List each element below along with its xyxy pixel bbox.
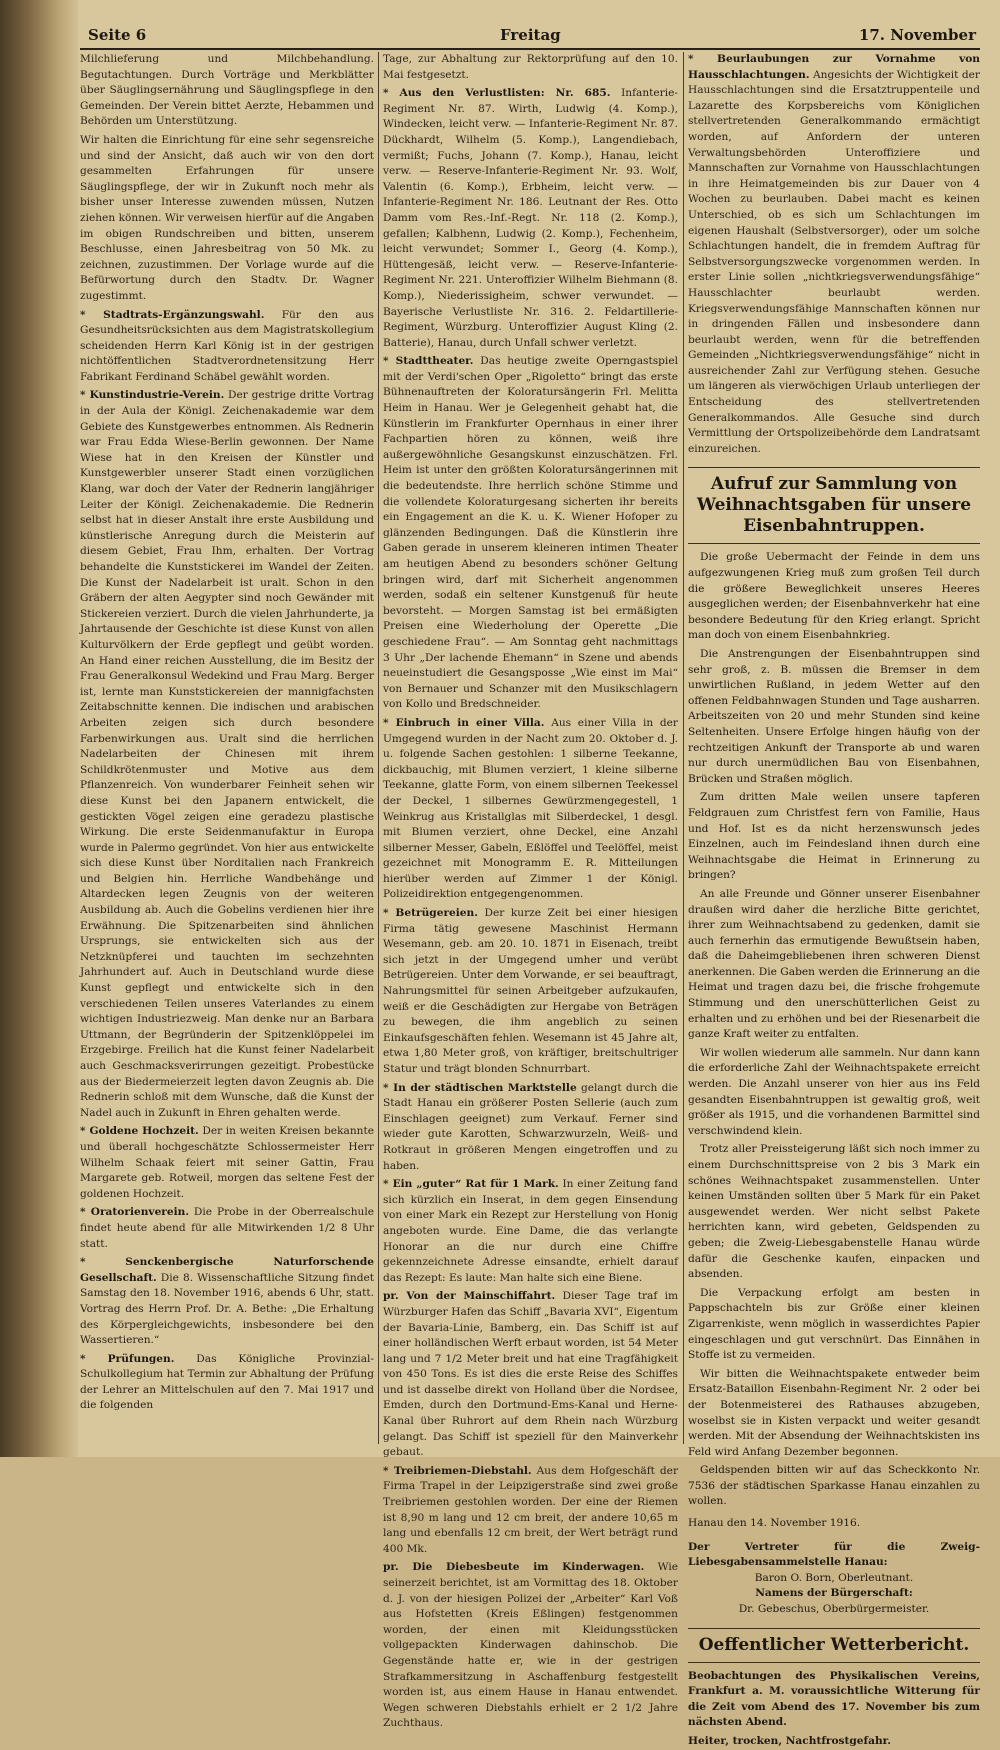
article xyxy=(80,1352,374,1414)
column-2 xyxy=(383,52,679,1730)
article-text: Für den aus Gesundheitsrücksichten aus dem Magistratskollegium scheidenden Herrn Karl König ist in der gestrigen nichtöffentlichen Stadtverordnetensitzung Herr Fabrikant Ferdinand Schäbel gewählt worden. xyxy=(80,308,374,383)
article-text: Aus dem Hofgeschäft der Firma Trapel in der Leipzigerstraße sind zwei große Treibriemen gestohlen worden. Der eine der Riemen ist 8,90 m lang und 12 cm breit, der andere 10,65 m lang und ebenfalls 12 cm breit, der Wert beträgt rund 400 Mk. xyxy=(383,1464,679,1555)
article xyxy=(383,52,678,83)
article-headline: * Prüfungen. xyxy=(80,1352,175,1365)
article xyxy=(383,1289,678,1461)
article xyxy=(383,1560,678,1732)
article xyxy=(383,906,678,1078)
article-headline: * Stadttheater. xyxy=(383,355,474,368)
article-headline: * Oratorienverein. xyxy=(80,1206,190,1219)
article-text: Das heutige zweite Operngastspiel mit der Verdi'schen Oper „Rigoletto“ bringt das erste Bühnenauftreten der Koloratursängerin Frl. Melitta Heim in Hanau. Wer je Gelegenheit gehabt hat, die Künstlerin im Frankfurter Opernhaus in einer ihrer Fachpartien hören zu können, weiß ihre außergewöhnliche Gesangskunst einzuschätzen. Frl. Heim ist unter den größten Koloratursängerinnen mit die bedeutendste. Ihre herrlich schöne Stimme und die vollendete Koloraturgesang sicherten ihr bereits ein Engagement an die K. u. K. Wiener Hofoper zu glänzenden Bedingungen. Daß die Künstlerin ihre Gaben gerade in unserem kleineren intimen Theater am heutigen Abend zu besonders schöner Geltung bringen wird, darf mit Sicherheit angenommen werden, sodaß ein seltener Kunstgenuß für heute bevorsteht. — Morgen Samstag ist bei ermäßigten Preisen eine Wiederholung der Operette „Die geschiedene Frau“. — Am Sonntag geht nachmittags 3 Uhr „Der lachende Ehemann“ in Szene und abends neueinstudiert die Gesangsposse „Wie einst im Mai“ von Bernauer und Schanzer mit den Musikschlagern von Kollo und Bredschneider. xyxy=(383,355,678,711)
article xyxy=(80,388,374,1121)
column-rule xyxy=(378,52,379,1444)
article-text: Der in weiten Kreisen bekannte und überall hochgeschätzte Schlossermeister Herr Wilhelm Schaak feiert mit seiner Gattin, Frau Margarete geb. Rotweil, morgen das seltene Fest der goldenen Hochzeit. xyxy=(80,1125,374,1200)
weather-forecast: Heiter, trocken, Nachtfrostgefahr. xyxy=(688,1735,891,1747)
article-text: Die Probe in der Oberrealschule findet heute abend für alle Mitwirkenden 1/2 8 Uhr statt. xyxy=(80,1206,374,1250)
column-1 xyxy=(80,52,374,1442)
appeal-paragraph: Die Verpackung erfolgt am besten in Pappschachteln bis zur Größe einer kleinen Zigarrenkiste, wenn möglich in wasserdichtes Papier eingeschlagen und gut verschnürt. Das Einnähen in Stoffe ist zu vermeiden. xyxy=(688,1286,980,1362)
article xyxy=(80,1124,374,1202)
article-headline: * In der städtischen Marktstelle xyxy=(383,1081,577,1094)
appeal-paragraph: Wir wollen wiederum alle sammeln. Nur dann kann die erforderliche Zahl der Weihnachtspakete erreicht werden. Die Anzahl unserer von hier aus ins Feld gesandten Eisenbahntruppen ist gewaltig groß, weit größer als 1915, und die vorhandenen Barmittel sind verschwindend klein. xyxy=(688,1046,980,1137)
date: 17. November xyxy=(858,26,976,44)
article-headline: * Stadtrats-Ergänzungswahl. xyxy=(80,308,265,321)
article-text: Dieser Tage traf im Würzburger Hafen das Schiff „Bavaria XVI“, Eigentum der Bavaria-Linie, Bamberg, ein. Das Schiff ist auf einer holländischen Werft erbaut worden, ist 54 Meter lang und 7 1/2 Meter breit und hat eine Tragfähigkeit von 450 Tons. Es ist dies die erste Reise des Schiffes und ist dasselbe direkt von Holland über die Nordsee, Emden, durch den Dortmund-Ems-Kanal und Herne-Kanal über Ruhrort auf dem Rhein nach Würzburg gelangt. Das Schiff ist speziell für den Mainverkehr gebaut. xyxy=(383,1290,678,1459)
article xyxy=(383,86,678,351)
article xyxy=(383,354,678,713)
article xyxy=(383,1081,678,1175)
book-binding xyxy=(0,0,78,1457)
article xyxy=(383,1177,678,1286)
article-headline: * Goldene Hochzeit. xyxy=(80,1125,199,1138)
article xyxy=(80,1205,374,1252)
article-headline: pr. Die Diebesbeute im Kinderwagen. xyxy=(383,1561,645,1574)
article-text: Tage, zur Abhaltung zur Rektorprüfung auf den 10. Mai festgesetzt. xyxy=(383,53,678,81)
article-headline: * Einbruch in einer Villa. xyxy=(383,716,545,729)
article-text: Aus einer Villa in der Umgegend wurden in der Nacht zum 20. Oktober d. J. u. folgende Sachen gestohlen: 1 silberne Teekanne, dickbauchig, mit Blumen verziert, 1 kleine silberne Teekanne, glatte Form, von einem silbernen Teekessel der Deckel, 1 silbernes Gewürzmengegestell, 1 Weinkrug aus Kristallglas mit Silberdeckel, 1 desgl. mit Blumen verziert, ohne Deckel, eine Anzahl silberner Messer, Gabeln, Eßlöffel und Teelöffel, meist gezeichnet mit Monogramm E. R. Mitteilungen hierüber werden auf Zimmer 1 der Königl. Polizeidirektion entgegengenommen. xyxy=(383,716,678,901)
article xyxy=(80,52,374,130)
article-text: Wie seinerzeit berichtet, ist am Vormittag des 18. Oktober d. J. von der hiesigen Polizei der „Arbeiter“ Karl Voß aus Hofstetten (Kreis Eßlingen) festgenommen worden, der einen mit Kleidungsstücken vollgepackten Kinderwagen dahinschob. Die Gegenstände hatte er, wie in der gestrigen Strafkammersitzung in Aschaffenburg festgestellt worden ist, aus einem Hause in Hanau entwendet. Wegen schweren Diebstahls erhielt er 2 1/2 Jahre Zuchthaus. xyxy=(383,1561,678,1730)
article-text: Infanterie-Regiment Nr. 87. Wirth, Ludwig (4. Komp.), Windecken, leicht verw. — Infanterie-Regiment Nr. 87. Dückhardt, Wilhelm (5. Komp.), Langendiebach, vermißt; Fuchs, Johann (7. Komp.), Hanau, leicht verw. — Reserve-Infanterie-Regiment Nr. 93. Wolf, Valentin (6. Komp.), Erbheim, leicht verw. — Infanterie-Regiment Nr. 186. Leutnant der Res. Otto Damm vom Res.-Inf.-Regt. Nr. 118 (2. Komp.), gefallen; Kalbhenn, Ludwig (2. Komp.), Fechenheim, leicht verwundet; Sommer I., Georg (4. Komp.), Hüttengesäß, leicht verw. — Reserve-Infanterie-Regiment Nr. 221. Unteroffizier Wilhelm Biehmann (8. Komp.), Niederissigheim, schwer verwundet. — Bayerische Verlustliste Nr. 316. 2. Feldartillerie-Regiment, Würzburg. Unteroffizier August Kling (2. Batterie), Hanau, durch Unfall schwer verletzt. xyxy=(383,87,678,349)
article xyxy=(80,308,374,386)
signer-1-role: Der Vertreter für die Zweig-Liebesgabensammelstelle Hanau: xyxy=(688,1540,980,1569)
article xyxy=(80,1255,374,1349)
article-text: gelangt durch die Stadt Hanau ein größerer Posten Sellerie (auch zum Einschlagen geeignet) zum Verkauf. Ferner sind wieder gute Karotten, Schwarzwurzeln, Weiß- und Rotkraut in größeren Mengen eingetroffen und zu haben. xyxy=(383,1081,679,1172)
article-headline: * Treibriemen-Diebstahl. xyxy=(383,1464,532,1477)
appeal-paragraph: Geldspenden bitten wir auf das Scheckkonto Nr. 7536 der städtischen Sparkasse Hanau einzahlen zu wollen. xyxy=(688,1464,980,1508)
appeal-paragraph: Wir bitten die Weihnachtspakete entweder beim Ersatz-Bataillon Eisenbahn-Regiment Nr. 2 oder bei der Botenmeisterei des Rathauses abzugeben, woselbst sie in Kisten verpackt und weiter gesandt werden. Mit der Absendung der Weihnachtskisten ins Feld wird Anfang Dezember begonnen. xyxy=(688,1367,980,1458)
article-headline: * Senckenbergische Naturforschende Gesellschaft. xyxy=(80,1256,374,1284)
article xyxy=(383,716,678,903)
article-text: In einer Zeitung fand sich kürzlich ein Inserat, in dem gegen Einsendung von einer Mark ein Rezept zur Herstellung von Honig angeboten wurde. Eine Dame, die das verlangte Honorar an die nur durch eine Chiffre gekennzeichnete Adresse einsandte, erhielt darauf das Rezept: Es laute: Man halte sich eine Biene. xyxy=(383,1178,679,1284)
appeal-paragraph: Die große Uebermacht der Feinde in dem uns aufgezwungenen Krieg muß zum großen Teil durch die größere Beweglichkeit unseres Heeres ausgeglichen werden; der Eisenbahnverkehr hat eine besondere Bedeutung für den Krieg erlangt. Spricht man doch von einem Eisenbahnkrieg. xyxy=(688,551,980,642)
appeal-paragraph: Trotz aller Preissteigerung läßt sich noch immer zu einem Durchschnittspreise von 2 bis 3 Mark ein schönes Weihnachtspaket zusammenstellen. Unter keinen Umständen sollten über 5 Mark für ein Paket ausgewendet werden. Wer nicht selbst Pakete herrichten kann, wird gebeten, Geldspenden zu geben; die Zweig-Liebesgabenstelle Hanau würde dafür die Geschenke kaufen, einpacken und absenden. xyxy=(688,1143,980,1281)
appeal-signatures xyxy=(688,1540,980,1618)
column-3 xyxy=(688,52,980,1747)
column-rule xyxy=(683,52,684,1444)
article-text: Der gestrige dritte Vortrag in der Aula der Königl. Zeichenakademie war dem Gebiete des Kunstgewerbes entnommen. Als Rednerin war Frau Edda Wiese-Berlin gewonnen. Der Name Wiese hat in den Kreisen der Künstler und Kunstgewerbler unserer Stadt einen vorzüglichen Klang, war doch der Vater der Rednerin langjähriger Leiter der Königl. Zeichenakademie. Die Rednerin selbst hat in dieser Anstalt ihre erste Ausbildung und künstlerische Anregung durch die Meisterin auf diesem Gebiet, Frau Ihm, erhalten. Der Vortrag behandelte die Kunststickerei im Wandel der Zeiten. Die Kunst der Nadelarbeit ist uralt. Schon in den Gräbern der alten Aegypter sind noch Gewänder mit Stickereien verziert. Durch die vielen Jahrhunderte, ja Jahrtausende der Geschichte ist diese Kunst von allen Kulturvölkern der Erde gepflegt und geübt worden. An Hand einer reichen Ausstellung, die im Besitz der Frau Generalkonsul Wedekind und Frau Marg. Berger ist, lernte man Kunststickereien der mannigfachsten Zeitabschnitte kennen. Die indischen und arabischen Arbeiten zeigen sich durch besondere Farbenwirkungen aus. Uralt sind die herrlichen Nadelarbeiten der Chinesen mit ihrem Schildkrötenmuster und Motive aus dem Pflanzenreich. Von wunderbarer Feinheit sehen wir diese Kunst bei den Japanern entwickelt, die gestickten Vögel zeigen eine geradezu plastische Wirkung. Die erste Seidenmanufaktur in Europa wurde in Palermo gegründet. Von hier aus entwickelte sich diese Kunst über Norditalien nach Frankreich und Belgien hin. Herrliche Wandbehänge und Altardecken legen Zeugnis von der weiteren Ausbildung ab. Auch die Gobelins verdienen hier ihre Erwähnung. Die Spitzenarbeiten sind ähnlichen Ursprungs, sie entwickelten sich aus der Netzknüpferei und tauchten im sechzehnten Jahrhundert auf. Auch in Deutschland wurde diese Kunst gepflegt und entwickelte sich in den verschiedenen Teilen unseres Vaterlandes zu einem wichtigen Industriezweig. Man denke nur an Barbara Uttmann, der Begründerin der Spitzenklöppelei im Erzgebirge. Freilich hat die Kunst feiner Nadelarbeit auch Geschmacksverirrungen gezeitigt. Probestücke aus der Biedermeierzeit legten davon Zeugnis ab. Die Rednerin schloß mit dem Wunsche, daß die Kunst der Nadel auch in Zukunft in Ehren gehalten werde. xyxy=(80,389,374,1119)
page-number: Seite 6 xyxy=(88,26,147,44)
article-headline: * Kunstindustrie-Verein. xyxy=(80,389,225,402)
appeal-paragraph: Zum dritten Male weilen unsere tapferen Feldgrauen zum Christfest fern von Familie, Haus und Hof. Ist es da nicht herzenswunsch jedes Einzelnen, auch im Feindesland ihnen durch eine Weihnachtsgabe die Heimat in Erinnerung zu bringen? xyxy=(688,791,980,882)
article-headline: * Betrügereien. xyxy=(383,907,478,920)
article-text: Der kurze Zeit bei einer hiesigen Firma tätig gewesene Maschinist Hermann Wesemann, geb. am 20. 10. 1871 in Eisenach, treibt sich jetzt in der Umgegend umher und verübt Betrügereien. Unter dem Vorwande, er sei beauftragt, Nahrungsmittel für seinen Arbeitgeber aufzukaufen, weiß er die Geschädigten zur Hergabe von Beträgen zu bewegen, die ihm angeblich zu seinen Einkaufsgeschäften fehlen. Wesemann ist 45 Jahre alt, etwa 1,80 Meter groß, von kräftiger, breitschultriger Statur und trägt blonden Schnurrbart. xyxy=(383,907,678,1075)
article-headline: pr. Von der Mainschiffahrt. xyxy=(383,1290,556,1303)
appeal-paragraph: Die Anstrengungen der Eisenbahntruppen sind sehr groß, z. B. müssen die Bremser in dem unwirtlichen Rußland, in jedem Wetter auf den offenen Feldbahnwagen Stunden und Tage ausharren. Arbeitszeiten von 20 und mehr Stunden sind keine Seltenheiten. Unsere Erfolge hingen häufig von der rechtzeitigen Ankunft der Transporte ab und waren nur durch unermüdlichen Bau von Eisenbahnen, Brücken und Straßen möglich. xyxy=(688,648,980,785)
article-text: Milchlieferung und Milchbehandlung. Begutachtungen. Durch Vorträge und Merkblätter über Säuglingsernährung und Säuglingspflege in den Gemeinden. Der Verein bittet Aerzte, Hebammen und Behörden um Unterstützung. xyxy=(80,53,374,128)
article-headline: * Ein „guter“ Rat für 1 Mark. xyxy=(383,1178,559,1191)
appeal-date: Hanau den 14. November 1916. xyxy=(688,1517,861,1530)
appeal-paragraph: An alle Freunde und Gönner unserer Eisenbahner draußen wird daher die herzliche Bitte gerichtet, ihrer zum Weihnachtsabend zu gedenken, damit sie auch fernerhin das ermutigende Bewußtsein haben, daß die Daheimgebliebenen ihren schweren Dienst anerkennen. Die Gaben werden die Erinnerung an die Heimat und tragen dazu bei, die frische frohgemute Stimmung und den unerschütterlichen Geist zu erhalten und zu erhöhen und bei der Riesenarbeit die ganze Kraft weiter zu entfalten. xyxy=(688,887,980,1041)
page-header xyxy=(80,24,980,50)
article xyxy=(80,133,374,305)
article-headline: * Aus den Verlustlisten: Nr. 685. xyxy=(383,87,611,100)
article xyxy=(383,1464,678,1558)
weekday: Freitag xyxy=(500,26,561,44)
article-text: Wir halten die Einrichtung für eine sehr segensreiche und sind der Ansicht, daß auch wir von den dort gesammelten Erfahrungen für unsere Säuglingspflege, der wir in Zukunft noch mehr als bisher unser Interesse zuwenden müssen, Nutzen ziehen können. Wir verweisen hierfür auf die Angaben im obigen Rundschreiben und bitten, unserem Beschlusse, einen Jahresbeitrag von 50 Mk. zu zeichnen, zuzustimmen. Der Vorlage wurde auf die Befürwortung durch den Stadtv. Dr. Wagner zugestimmt. xyxy=(80,133,374,302)
article-text: Das Königliche Provinzial-Schulkollegium hat Termin zur Abhaltung der Prüfung der Lehrer an Mittelschulen auf den 7. Mai 1917 und die folgenden xyxy=(80,1352,374,1412)
signer-2-name: Dr. Gebeschus, Oberbürgermeister. xyxy=(738,1603,930,1616)
article xyxy=(688,52,980,457)
article-headline: * Beurlaubungen zur Vornahme von Hausschlachtungen. xyxy=(688,53,980,81)
weather-intro: Beobachtungen des Physikalischen Vereins, Frankfurt a. M. voraussichtliche Witterung für die Zeit vom Abend des 17. November bis zum nächsten Abend. xyxy=(688,1669,980,1729)
signer-2-role: Namens der Bürgerschaft: xyxy=(755,1587,913,1600)
weather-title: Oeffentlicher Wetterbericht. xyxy=(688,1628,980,1663)
appeal-title: Aufruf zur Sammlung von Weihnachtsgaben für unsere Eisenbahntruppen. xyxy=(688,467,980,544)
article-text: Angesichts der Wichtigkeit der Hausschlachtungen sind die Ersatztruppenteile und Lazarette des Korpsbereichs vom Königlichen stellvertretenden Generalkommando ermächtigt worden, auf Anfordern der unteren Verwaltungsbehörden Unteroffiziere und Mannschaften zur Vornahme von Hausschlachtungen in ihre Heimatgemeinden bis zur Dauer von 4 Wochen zu beurlauben. Dabei macht es keinen Unterschied, ob es sich um Schlachtungen im eigenen Haushalt (Selbstversorger), oder um solche Schlachtungen handelt, die in fremdem Auftrag für Selbstversorgungszwecke vorgenommen werden. In erster Linie sollen „nichtkriegsverwendungsfähige“ Hausschlachter beurlaubt werden. Kriegsverwendungsfähige Mannschaften können nur in dringenden Fällen und insbesondere dann beurlaubt werden, wenn für die betreffenden Gemeinden „Nichtkriegsverwendungsfähige“ nicht in ausreichender Zahl zur Verfügung stehen. Gesuche um längeren als vierwöchigen Urlaub unterliegen der Entscheidung des stellvertretenden Generalkommandos. Alle Gesuche sind durch Vermittlung der Ortspolizeibehörde dem Landratsamt einzureichen. xyxy=(688,68,980,455)
article-text: Die 8. Wissenschaftliche Sitzung findet Samstag den 18. November 1916, abends 6 Uhr, statt. Vortrag des Herrn Prof. Dr. A. Bethe: „Die Erhaltung des Körpergleichgewichts, insbesondere bei den Wassertieren.“ xyxy=(80,1271,374,1347)
signer-1-name: Baron O. Born, Oberleutnant. xyxy=(754,1571,914,1584)
